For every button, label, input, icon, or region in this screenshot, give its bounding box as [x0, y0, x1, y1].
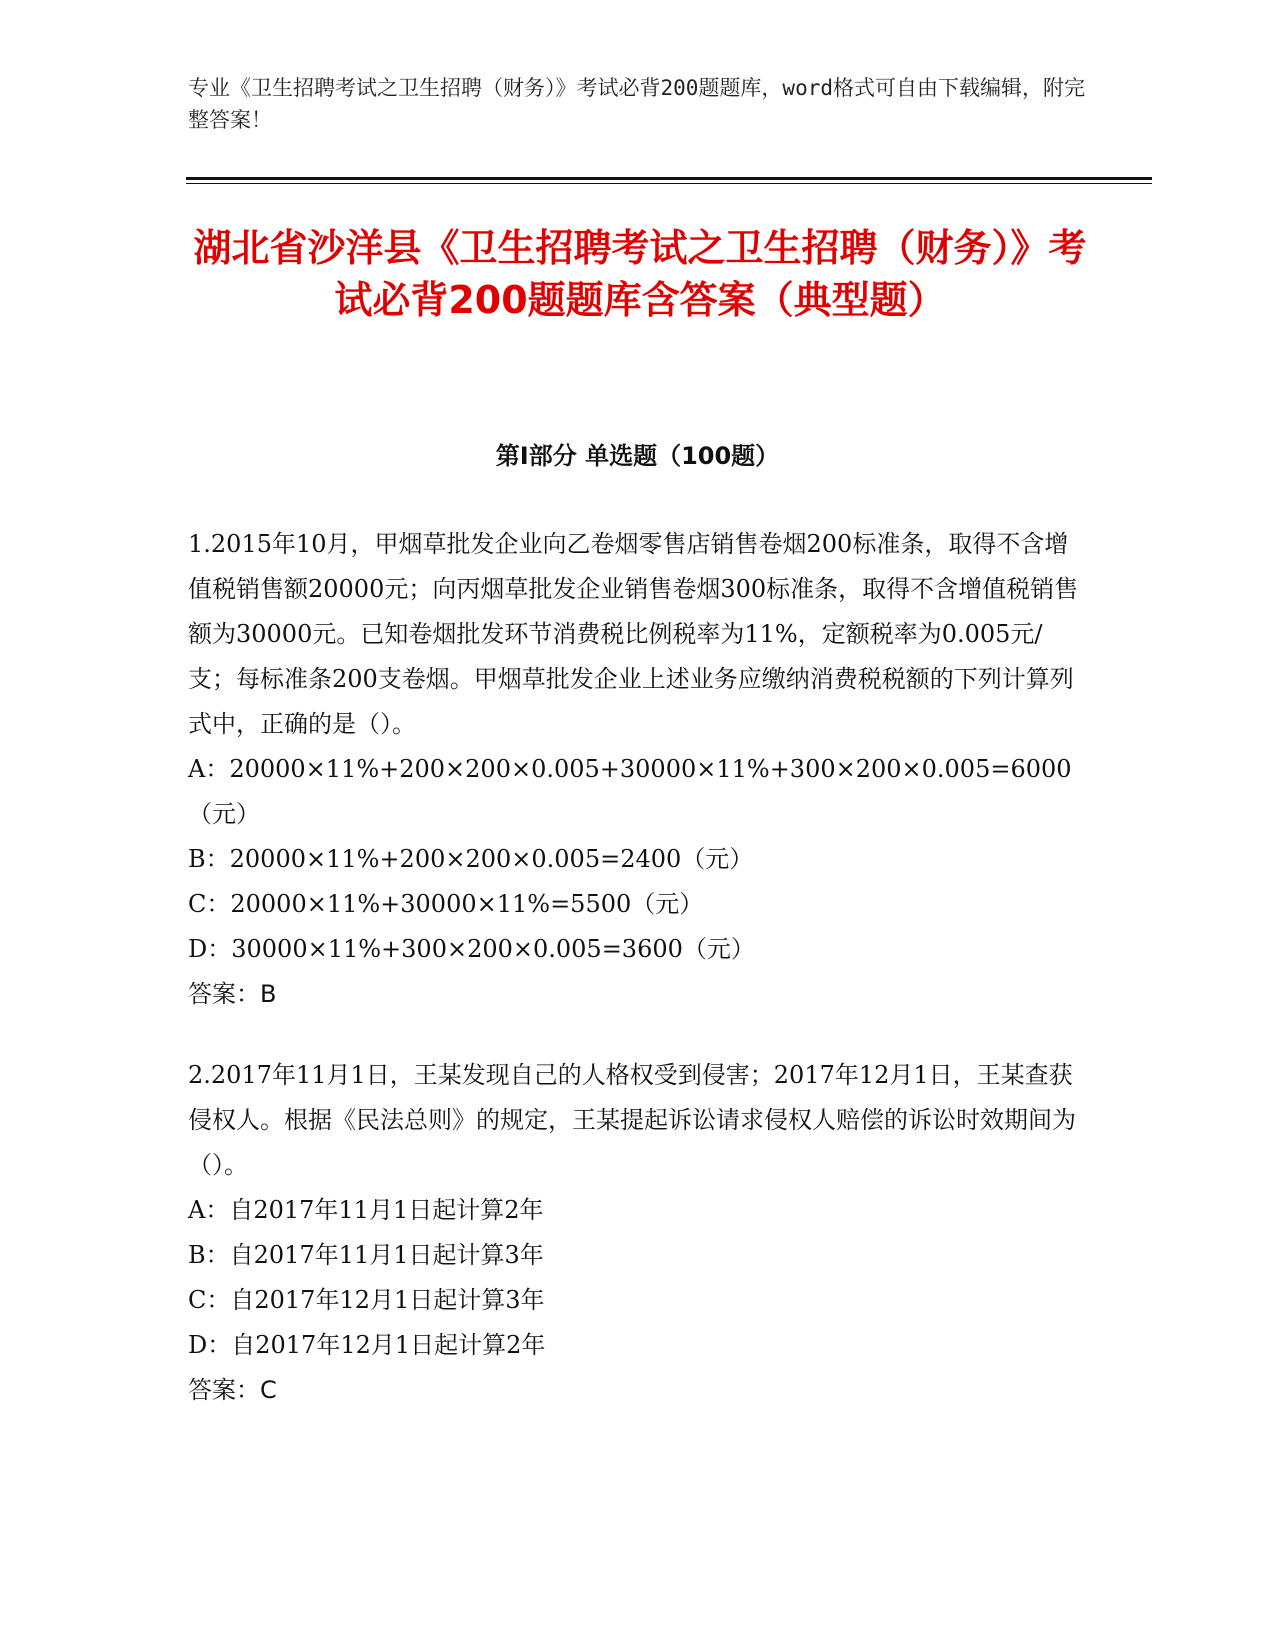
option-c: C：20000×11%+30000×11%=5500（元） — [188, 890, 704, 918]
question-2 — [188, 1053, 1088, 1413]
header-note: 专业《卫生招聘考试之卫生招聘（财务）》考试必背200题题库，word格式可自由下载编辑，附完整答案！ — [188, 76, 1085, 132]
section-heading: 第Ⅰ部分 单选题（100题） — [495, 442, 780, 470]
header-divider-thin — [186, 183, 1152, 184]
document-title: 湖北省沙洋县《卫生招聘考试之卫生招聘（财务）》考试必背200题题库含答案（典型题） — [193, 226, 1087, 322]
header-divider-thick — [186, 177, 1152, 180]
option-b: B：20000×11%+200×200×0.005=2400（元） — [188, 845, 754, 873]
question-stem: 1.2015年10月，甲烟草批发企业向乙卷烟零售店销售卷烟200标准条，取得不含增值税销售额20000元；向丙烟草批发企业销售卷烟300标准条，取得不含增值税销售额为30000元。已知卷烟批发环节消费税比例税率为11%，定额税率为0.005元/支；每标准条200支卷烟。甲烟草批发企业上述业务应缴纳消费税税额的下列计算列式中，正确的是（）。 — [188, 530, 1079, 738]
option-d: D：30000×11%+300×200×0.005=3600（元） — [188, 935, 755, 963]
option-a: A：20000×11%+200×200×0.005+30000×11%+300×200×0.005=6000（元） — [188, 755, 1072, 828]
answer: 答案：C — [188, 1376, 277, 1404]
option-a: A：自2017年11月1日起计算2年 — [188, 1196, 544, 1224]
answer: 答案：B — [188, 980, 277, 1008]
question-list — [188, 522, 1088, 1449]
question-stem: 2.2017年11月1日，王某发现自己的人格权受到侵害；2017年12月1日，王某查获侵权人。根据《民法总则》的规定，王某提起诉讼请求侵权人赔偿的诉讼时效期间为（）。 — [188, 1061, 1076, 1179]
question-1 — [188, 522, 1088, 1017]
option-d: D：自2017年12月1日起计算2年 — [188, 1331, 546, 1359]
option-c: C：自2017年12月1日起计算3年 — [188, 1286, 545, 1314]
option-b: B：自2017年11月1日起计算3年 — [188, 1241, 544, 1269]
